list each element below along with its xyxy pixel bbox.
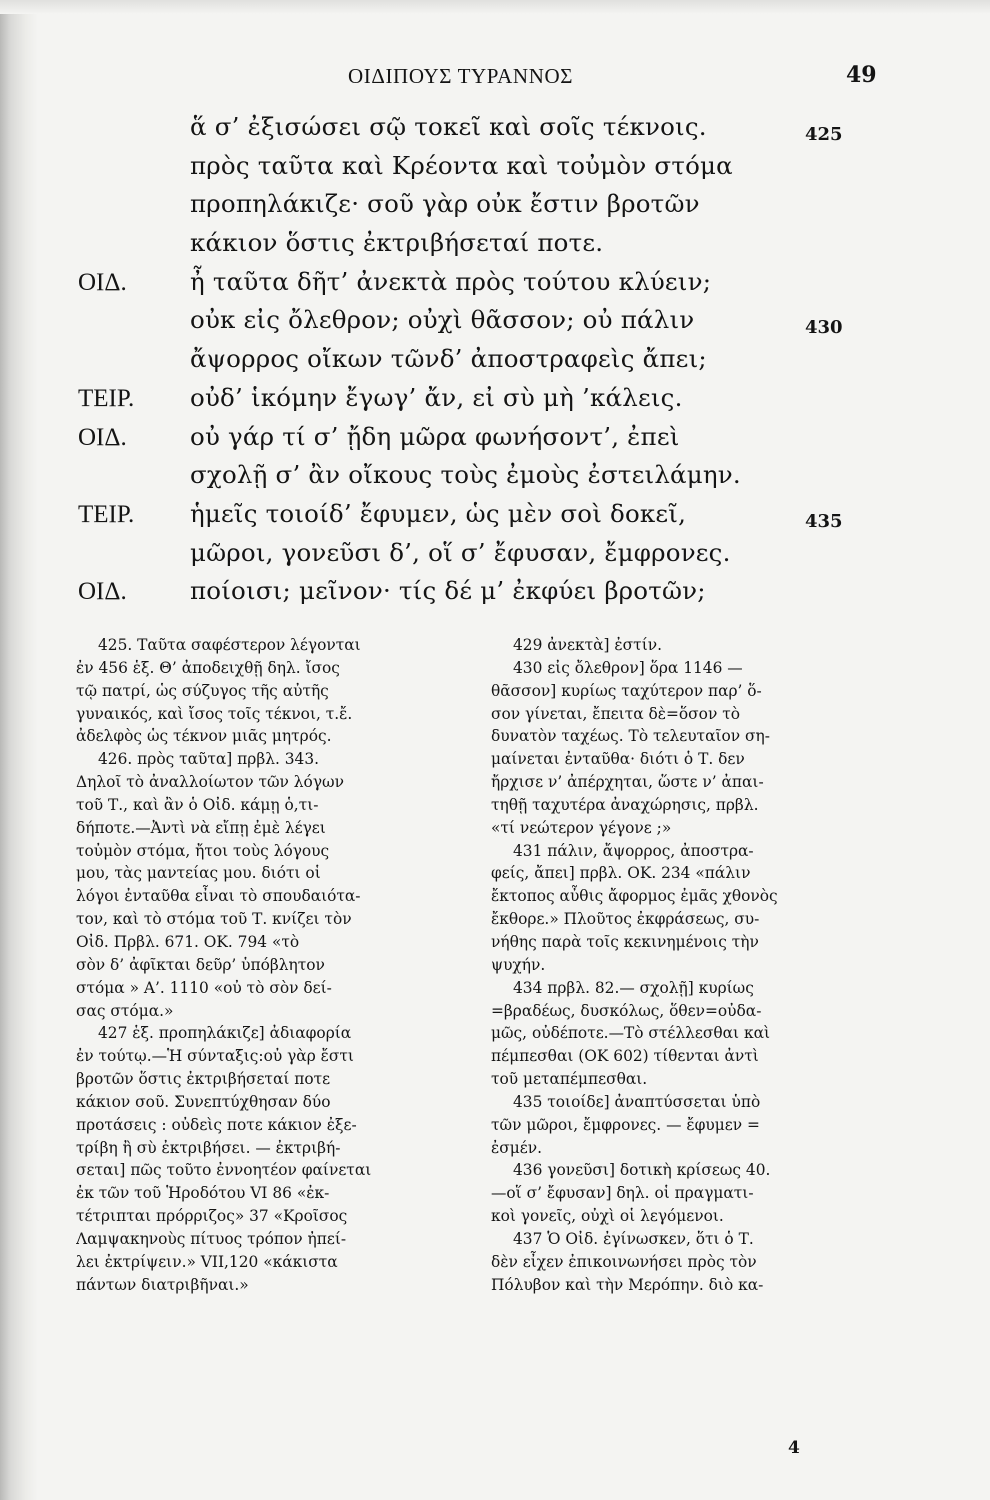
commentary-line: στόμα » Α’. 1110 «οὐ τὸ σὸν δεί-	[76, 978, 332, 997]
running-title: ΟΙΔΙΠΟΥΣ ΤΥΡΑΝΝΟΣ	[348, 64, 574, 88]
speaker-label: ΟΙΔ.	[78, 423, 127, 451]
verse-block	[40, 112, 920, 615]
commentary-line: 427 ἑξ. προπηλάκιζε] ἀδιαφορία	[98, 1024, 352, 1043]
page-number: 49	[846, 62, 877, 88]
verse-line	[40, 499, 920, 538]
commentary-line: 429 ἀνεκτὰ] ἐστίν.	[513, 636, 662, 654]
speaker-label: ΤΕΙΡ.	[78, 500, 135, 528]
speaker-label: ΟΙΔ.	[78, 578, 127, 606]
commentary-line: ἐν 456 ἑξ. Θ’ ἀποδειχθῇ δηλ. ἴσος	[76, 658, 340, 677]
verse-line-number: 425	[805, 124, 843, 145]
verse-line	[40, 267, 920, 306]
commentary-line: ἐν τούτῳ.—Ἡ σύνταξις:οὐ γὰρ ἔστι	[76, 1047, 354, 1066]
commentary-line: —οἵ σ’ ἔφυσαν] δηλ. οἱ πραγματι-	[491, 1184, 754, 1203]
page-header	[0, 62, 990, 102]
commentary-line: ἐσμέν.	[491, 1138, 542, 1157]
commentary-line: σον γίνεται, ἔπειτα δὲ=ὅσον τὸ	[491, 704, 740, 723]
commentary-line: πάντων διατριβῆναι.»	[76, 1275, 249, 1294]
commentary-line: 430 εἰς ὄλεθρον] ὅρα 1146 —	[513, 658, 743, 677]
commentary-line: ἔκθορε.» Πλοῦτος ἐκφράσεως, συ-	[491, 910, 760, 929]
commentary-line: δήποτε.—Ἀντὶ νὰ εἴπῃ ἐμὲ λέγει	[76, 818, 326, 837]
commentary-line: Πόλυβον καὶ τὴν Μερόπην. διὸ κα-	[491, 1275, 764, 1294]
commentary-line: Οἰδ. Πρβλ. 671. ΟΚ. 794 «τὸ	[76, 932, 300, 951]
verse-text: σχολῇ σ’ ἂν οἴκους τοὺς ἐμοὺς ἐστειλάμην.	[190, 460, 741, 490]
verse-line	[40, 576, 920, 615]
commentary-line: γυναικός, καὶ ἴσος τοῖς τέκνοι, τ.ἔ.	[76, 704, 353, 723]
commentary-line: σας στόμα.»	[76, 1001, 174, 1020]
commentary-line: 436 γονεῦσι] δοτικὴ κρίσεως 40.	[513, 1161, 771, 1180]
verse-text: οὐ γάρ τί σ’ ᾔδη μῶρα φωνήσοντ’, ἐπεὶ	[190, 421, 680, 451]
commentary-line: λει ἐκτρίψειν.» VII,120 «κάκιστα	[76, 1252, 338, 1271]
commentary-line: τον, καὶ τὸ στόμα τοῦ Τ. κνίζει τὸν	[76, 910, 352, 929]
commentary-line: ψυχήν.	[491, 955, 546, 974]
commentary-line: μῶς, οὐδέποτε.—Τὸ στέλλεσθαι καὶ	[491, 1024, 771, 1043]
commentary-line: 437 Ὁ Οἰδ. ἐγίνωσκεν, ὅτι ὁ Τ.	[513, 1229, 754, 1248]
commentary-line: ἤρχισε ν’ ἀπέρχηται, ὥστε ν’ ἀπαι-	[491, 773, 764, 792]
commentary-line: νήθης παρὰ τοῖς κεκινημένοις τὴν	[491, 932, 759, 951]
commentary-line: σὸν δ’ ἀφῖκται δεῦρ’ ὑπόβλητον	[76, 955, 325, 974]
verse-text: κάκιον ὅστις ἐκτριβήσεταί ποτε.	[190, 228, 604, 258]
verse-text: πρὸς ταῦτα καὶ Κρέοντα καὶ τοὐμὸν στόμα	[190, 150, 733, 180]
commentary-line: τῶν μῶροι, ἔμφρονες. — ἔφυμεν =	[491, 1115, 760, 1134]
commentary-line: Λαμψακηνοὺς πίτυος τρόπον ἠπεί-	[76, 1229, 347, 1248]
verse-line	[40, 151, 920, 190]
commentary-line: «τί νεώτερον γέγονε ;»	[491, 818, 672, 837]
signature-mark: 4	[788, 1438, 800, 1458]
commentary-left-column	[76, 634, 464, 1296]
verse-text: οὐκ εἰς ὄλεθρον; οὐχὶ θᾶσσον; οὐ πάλιν	[190, 305, 695, 335]
commentary-line: τοῦ μεταπέμπεσθαι.	[491, 1070, 648, 1089]
commentary-line: 426. πρὸς ταῦτα] πρβλ. 343.	[98, 750, 320, 769]
commentary-line: τοὐμὸν στόμα, ἤτοι τοὺς λόγους	[76, 841, 330, 860]
commentary-line: =βραδέως, δυσκόλως, ὅθεν=οὐδα-	[491, 1001, 762, 1020]
commentary-line: 435 τοιοίδε] ἀναπτύσσεται ὑπὸ	[513, 1092, 761, 1111]
verse-line	[40, 460, 920, 499]
verse-text: ἦ ταῦτα δῆτ’ ἀνεκτὰ πρὸς τούτου κλύειν;	[190, 266, 712, 296]
verse-text: οὐδ’ ἱκόμην ἔγωγ’ ἄν, εἰ σὺ μὴ ’κάλεις.	[190, 382, 683, 412]
verse-line	[40, 538, 920, 577]
commentary-line: τέτριπται πρόρριζος» 37 «Κροῖσος	[76, 1207, 348, 1226]
commentary-line: τῷ πατρί, ὡς σύζυγος τῆς αὐτῆς	[76, 681, 329, 700]
commentary-line: ἔκτοπος αὖθις ἄφορμος ἐμᾶς χθονὸς	[491, 887, 778, 906]
commentary-line: 425. Ταῦτα σαφέστερον λέγονται	[98, 636, 361, 654]
verse-line-number: 430	[805, 317, 843, 339]
commentary-line: τηθῇ ταχυτέρα ἀναχώρησις, πρβλ.	[491, 795, 759, 814]
commentary-line: βροτῶν ὅστις ἐκτριβήσεταί ποτε	[76, 1070, 331, 1089]
verse-line	[40, 112, 920, 151]
commentary-line: ἀδελφὸς ὡς τέκνον μιᾶς μητρός.	[76, 727, 332, 746]
commentary-line: προτάσεις : οὐδεὶς ποτε κάκιον ἐξε-	[76, 1115, 357, 1134]
commentary-line: λόγοι ἐνταῦθα εἶναι τὸ σπουδαιότα-	[76, 887, 361, 906]
commentary-line: κοὶ γονεῖς, οὐχὶ οἱ λεγόμενοι.	[491, 1207, 724, 1226]
commentary-line: τοῦ Τ., καὶ ἂν ὁ Οἰδ. κάμῃ ὁ,τι-	[76, 795, 319, 814]
verse-text: ἡμεῖς τοιοίδ’ ἔφυμεν, ὡς μὲν σοὶ δοκεῖ,	[190, 498, 687, 528]
verse-line	[40, 228, 920, 267]
commentary-line: 431 πάλιν, ἄψορρος, ἀποστρα-	[513, 841, 754, 860]
commentary-line: φείς, ἄπει] πρβλ. ΟΚ. 234 «πάλιν	[491, 864, 751, 883]
verse-line	[40, 422, 920, 461]
commentary-line: μαίνεται ἐνταῦθα· διότι ὁ Τ. δεν	[491, 750, 745, 769]
commentary-line: μου, τὰς μαντείας μου. διότι οἱ	[76, 864, 321, 883]
commentary-line: τρίβη ἢ σὺ ἐκτριβήσει. — ἐκτριβή-	[76, 1138, 341, 1157]
verse-text: ἄψορρος οἴκων τῶνδ’ ἀποστραφεὶς ἄπει;	[190, 344, 707, 374]
commentary-line: 434 πρβλ. 82.— σχολῇ] κυρίως	[513, 978, 754, 997]
commentary-line: δυνατὸν ταχέως. Τὸ τελευταῖον ση-	[491, 727, 770, 746]
commentary-line: δὲν εἶχεν ἐπικοινωνήσει πρὸς τὸν	[491, 1252, 757, 1271]
commentary-line: κάκιον σοῦ. Συνεπτύχθησαν δύο	[76, 1092, 331, 1111]
verse-line	[40, 344, 920, 383]
verse-line	[40, 189, 920, 228]
verse-text: ποίοισι; μεῖνον· τίς δέ μ’ ἐκφύει βροτῶν;	[190, 576, 706, 606]
verse-text: προπηλάκιζε· σοῦ γὰρ οὐκ ἔστιν βροτῶν	[190, 189, 700, 219]
verse-line	[40, 305, 920, 344]
commentary-line: ἐκ τῶν τοῦ Ἡροδότου VI 86 «ἐκ-	[76, 1184, 330, 1203]
commentary-line: πέμπεσθαι (ΟΚ 602) τίθενται ἀντὶ	[491, 1047, 759, 1066]
verse-line-number: 435	[805, 510, 843, 532]
verse-text: μῶροι, γονεῦσι δ’, οἵ σ’ ἔφυσαν, ἔμφρονες.	[190, 537, 731, 567]
speaker-label: ΟΙΔ.	[78, 268, 127, 296]
commentary-line: Δηλοῖ τὸ ἀναλλοίωτον τῶν λόγων	[76, 773, 344, 792]
commentary-line: θᾶσσον] κυρίως ταχύτερον παρ’ ὅ-	[491, 681, 762, 700]
page-top-shadow	[0, 0, 990, 14]
commentary-right-column	[491, 634, 869, 1296]
verse-text: ἅ σ’ ἐξισώσει σῷ τοκεῖ καὶ σοῖς τέκνοις.	[190, 112, 707, 141]
speaker-label: ΤΕΙΡ.	[78, 384, 135, 412]
verse-line	[40, 383, 920, 422]
page-edge-shadow	[0, 0, 38, 1500]
commentary-line: σεται] πῶς τοῦτο ἐννοητέον φαίνεται	[76, 1161, 372, 1180]
